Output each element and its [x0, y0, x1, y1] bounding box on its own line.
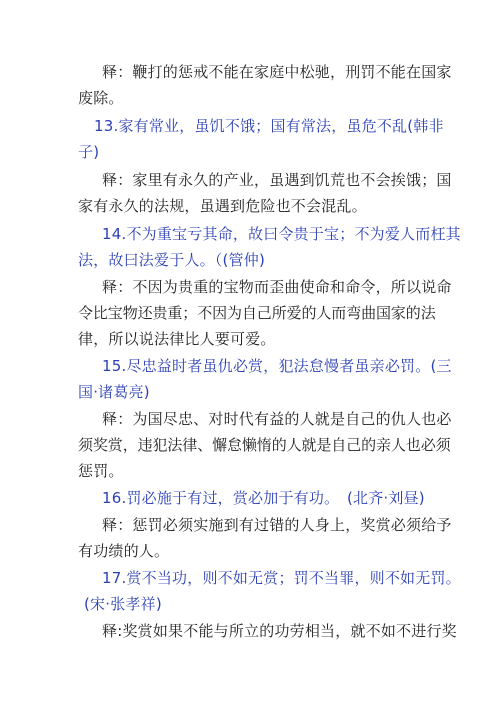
quote-line: 16.罚必施于有过，赏必加于有功。 (北齐·刘昼)	[102, 489, 425, 507]
explanation-line: 释：为国尽忠、对时代有益的人就是自己的仇人也必	[102, 410, 452, 428]
explanation-line: 有功绩的人。	[78, 542, 170, 560]
quote-source: 子)	[78, 143, 100, 161]
explanation-line: 释：家里有永久的产业，虽遇到饥荒也不会挨饿；国	[102, 171, 452, 189]
explanation-line: 释：鞭打的惩戒不能在家庭中松驰，刑罚不能在国家	[102, 63, 452, 81]
quote-line: 13.家有常业，虽饥不饿；国有常法，虽危不乱(韩非	[94, 117, 444, 135]
explanation-line: 家有永久的法规，虽遇到危险也不会混乱。	[78, 197, 367, 215]
explanation-line: 释：惩罚必须实施到有过错的人身上，奖赏必须给予	[102, 516, 452, 534]
explanation-line: 释:奖赏如果不能与所立的功劳相当，就不如不进行奖	[102, 622, 457, 640]
quote-line: 15.尽忠益时者虽仇必赏，犯法怠慢者虽亲必罚。(三	[102, 357, 452, 375]
quote-line: 法，故曰法爱于人。（(管仲)	[78, 251, 266, 269]
quote-line: 14.不为重宝亏其命，故曰令贵于宝；不为爱人而枉其	[102, 225, 461, 243]
quote-source: (宋·张孝祥)	[84, 595, 162, 613]
quote-source: 国·诸葛亮)	[78, 383, 150, 401]
explanation-line: 惩罚。	[78, 462, 124, 480]
explanation-line: 令比宝物还贵重；不因为自己所爱的人而弯曲国家的法	[78, 304, 436, 322]
quote-line: 17.赏不当功，则不如无赏；罚不当罪，则不如无罚。	[102, 569, 461, 587]
explanation-line: 废除。	[78, 89, 124, 107]
explanation-line: 律，所以说法律比人要可爱。	[78, 330, 276, 348]
explanation-line: 释：不因为贵重的宝物而歪曲使命和命令，所以说命	[102, 278, 452, 296]
explanation-line: 须奖赏，违犯法律、懈怠懒惰的人就是自己的亲人也必须	[78, 436, 451, 454]
